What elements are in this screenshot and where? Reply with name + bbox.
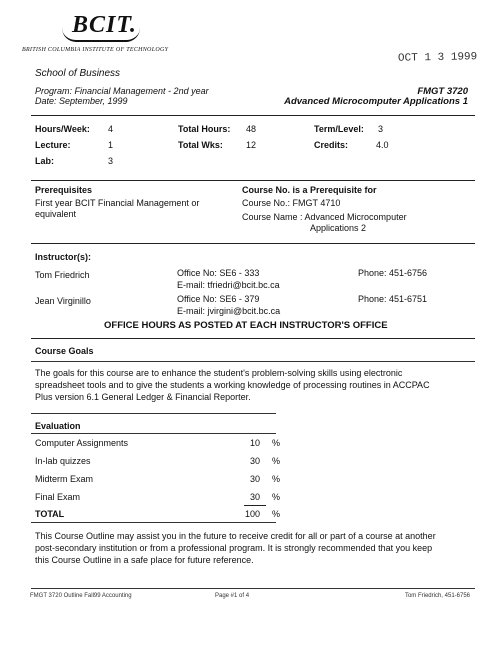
course-goals-text-3: Plus version 6.1 General Ledger & Financial Reporter. xyxy=(35,392,251,402)
instructor-office: Office No: SE6 - 379 xyxy=(177,294,260,304)
evaluation-item: Computer Assignments xyxy=(35,438,129,448)
footer-page-number: Page #1 of 4 xyxy=(215,593,250,599)
instructor-name: Jean Virginillo xyxy=(35,296,91,306)
total-hours-value: 48 xyxy=(246,124,257,134)
evaluation-total-value: 100 xyxy=(245,509,261,519)
course-goals-text-2: spreadsheet tools and to give the students a working knowledge of processing routines in ACCPAC xyxy=(35,380,430,390)
evaluation-header-rule xyxy=(31,433,276,434)
course-title: Advanced Microcomputer Applications 1 xyxy=(284,96,468,107)
evaluation-value: 10 xyxy=(250,438,261,448)
credits-label: Credits: xyxy=(314,140,349,150)
lab-value: 3 xyxy=(108,156,114,166)
evaluation-unit: % xyxy=(272,474,281,484)
prereq-divider xyxy=(31,243,475,244)
evaluation-top-rule xyxy=(31,413,276,414)
prerequisites-heading: Prerequisites xyxy=(35,185,93,195)
evaluation-value: 30 xyxy=(250,456,261,466)
closing-text-3: this Course Outline in a safe place for future reference. xyxy=(35,555,254,565)
institution-name: BRITISH COLUMBIA INSTITUTE OF TECHNOLOGY xyxy=(22,47,169,53)
course-goals-text-1: The goals for this course are to enhance the student's problem-solving skills using electronic xyxy=(35,368,403,378)
evaluation-heading: Evaluation xyxy=(35,421,81,431)
lecture-label: Lecture: xyxy=(35,140,71,150)
evaluation-bottom-rule xyxy=(31,522,276,523)
evaluation-unit: % xyxy=(272,438,281,448)
prerequisites-text-2: equivalent xyxy=(35,209,77,219)
prerequisite-for-heading: Course No. is a Prerequisite for xyxy=(242,185,377,195)
evaluation-value: 30 xyxy=(250,492,261,502)
total-hours-label: Total Hours: xyxy=(178,124,231,134)
instructor-office: Office No: SE6 - 333 xyxy=(177,268,260,278)
evaluation-unit: % xyxy=(272,492,281,502)
instructor-phone: Phone: 451-6751 xyxy=(358,294,428,304)
instructor-email: E-mail: jvirgini@bcit.bc.ca xyxy=(177,306,281,316)
evaluation-item: Midterm Exam xyxy=(35,474,94,484)
total-underline xyxy=(244,505,266,506)
prerequisite-course-no: Course No.: FMGT 4710 xyxy=(242,198,341,208)
logo-text: BCIT. xyxy=(72,12,137,38)
received-stamp: OCT 1 3 1999 xyxy=(397,51,478,65)
instructors-heading: Instructor(s): xyxy=(35,252,91,262)
footer-rule xyxy=(31,588,475,589)
lab-label: Lab: xyxy=(35,156,54,166)
footer-left: FMGT 3720 Outline Fall99 Accounting xyxy=(30,593,132,599)
closing-text-2: post-secondary institution or from a professional program. It is strongly recommended that you keep xyxy=(35,543,433,553)
credits-value: 4.0 xyxy=(376,140,389,150)
evaluation-value: 30 xyxy=(250,474,261,484)
hours-divider xyxy=(31,180,475,181)
instructor-email: E-mail: tfriedri@bcit.bc.ca xyxy=(177,280,280,290)
total-weeks-value: 12 xyxy=(246,140,257,150)
closing-text-1: This Course Outline may assist you in the future to receive credit for all or part of a course at another xyxy=(35,531,436,541)
instructor-name: Tom Friedrich xyxy=(35,270,90,280)
term-level-label: Term/Level: xyxy=(314,124,364,134)
total-weeks-label: Total Wks: xyxy=(178,140,223,150)
bcit-logo xyxy=(62,10,140,40)
school-name: School of Business xyxy=(35,68,121,79)
course-goals-heading: Course Goals xyxy=(35,346,94,356)
instructors-divider xyxy=(31,338,475,339)
header-divider xyxy=(31,115,475,116)
term-level-value: 3 xyxy=(378,124,384,134)
evaluation-item: Final Exam xyxy=(35,492,81,502)
prerequisite-course-name-1: Course Name : Advanced Microcomputer xyxy=(242,212,407,222)
program-line: Program: Financial Management - 2nd year xyxy=(35,86,209,96)
footer-right: Tom Friedrich, 451-6756 xyxy=(404,593,470,599)
hours-week-value: 4 xyxy=(108,124,114,134)
evaluation-total-label: TOTAL xyxy=(35,509,65,519)
evaluation-unit: % xyxy=(272,456,281,466)
hours-week-label: Hours/Week: xyxy=(35,124,90,134)
evaluation-total-unit: % xyxy=(272,509,281,519)
office-hours-notice: OFFICE HOURS AS POSTED AT EACH INSTRUCTOR'S OFFICE xyxy=(104,320,388,331)
instructor-phone: Phone: 451-6756 xyxy=(358,268,428,278)
date-line: Date: September, 1999 xyxy=(35,96,128,106)
prerequisites-text-1: First year BCIT Financial Management or xyxy=(35,198,200,208)
course-goals-divider xyxy=(31,361,475,362)
course-code: FMGT 3720 xyxy=(417,86,468,97)
evaluation-item: In-lab quizzes xyxy=(35,456,91,466)
lecture-value: 1 xyxy=(108,140,114,150)
prerequisite-course-name-2: Applications 2 xyxy=(310,223,367,233)
